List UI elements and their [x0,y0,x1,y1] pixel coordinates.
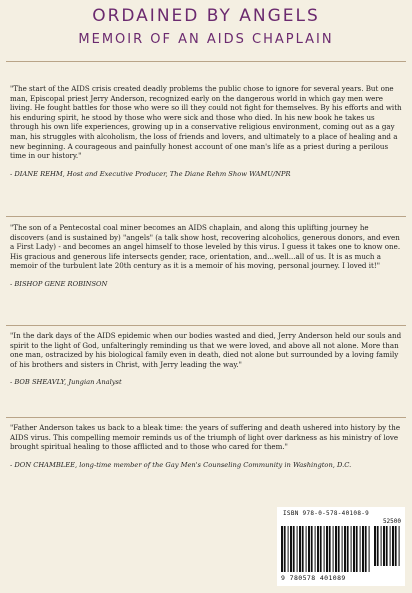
barcode-bar [365,526,367,572]
ean-bars [281,526,371,572]
barcode-bar [299,526,301,572]
barcode-bar [288,526,289,572]
barcode-bar [326,526,328,572]
endorsement-4 [10,423,404,469]
endorsement-quote: "Father Anderson takes us back to a bleak time: the years of suffering and death ushered into history by the AIDS virus. This compelling memoir reminds us of the triumph of light over darkness as his ministry of love brought spiritual healing to those afflicted and to those who cared for them." [10,423,401,452]
divider [6,325,406,326]
barcode-bar [344,526,346,572]
endorsement-attribution: - BISHOP GENE ROBINSON [10,279,108,288]
endorsement-attribution: - DIANE REHM, Host and Executive Producer, The Diane Rehm Show WAMU/NPR [10,169,291,178]
ean-digits: 9 780578 401089 [281,574,346,582]
barcode-bar [284,526,286,572]
barcode-bar [315,526,316,572]
barcode-bar [329,526,331,572]
price-code: 52500 [382,518,401,525]
book-subtitle: MEMOIR OF AN AIDS CHAPLAIN [78,32,334,47]
barcode-bar [381,526,382,566]
endorsement-attribution: - BOB SHEAVLY, Jungian Analyst [10,378,122,387]
barcode-bar [360,526,361,572]
barcode-bar [324,526,325,572]
barcode-bar [347,526,349,572]
barcode-bar [395,526,397,566]
barcode-bar [338,526,340,572]
barcode-bar [317,526,319,572]
barcode-bar [281,526,283,572]
barcode-bar [306,526,307,572]
barcode-bar [351,526,352,572]
barcode-bar [353,526,355,572]
barcode-bar [297,526,298,572]
endorsement-quote: "In the dark days of the AIDS epidemic when our bodies wasted and died, Jerry Anderson held our souls and spirit to the light of God, unfalteringly reminding us that we were loved, and above all not alone. More than one man, ostracized by his biological family even in death, died not alone but surrounded by a loving family of his brothers and sisters in Christ, with Jerry leading the way." [10,331,402,369]
divider [6,417,406,418]
barcode-bar [399,526,400,566]
barcode-bar [290,526,292,572]
barcode-bar [390,526,391,566]
book-title: ORDAINED BY ANGELS [92,6,320,26]
endorsement-quote: "The start of the AIDS crisis created deadly problems the public chose to ignore for several years. But one man, Episcopal priest Jerry Anderson, recognized early on the dangerous world in which gay men were living. He fought battles for those who were so ill they could not fight for themselves. By his efforts and with his enduring spirit, he stood by those who were sick and those who died. In his new book he takes us through his own life experiences, growing up in a conservative religious environment, coming out as a gay man, his struggles with alcoholism, the loss of friends and lovers, and ultimately to a place of healing and a new beginning. A courageous and painfully honest account of one man's life as a priest during a perilous time in our history." [10,84,402,161]
barcode-bar [362,526,364,572]
barcode-bar [377,526,379,566]
barcode-bar [311,526,313,572]
endorsement-2 [10,223,404,288]
barcode-bar [383,526,385,566]
isbn-barcode [277,507,405,586]
barcode-bar [356,526,358,572]
barcode-bar [293,526,295,572]
barcode-bar [320,526,322,572]
endorsement-quote: "The son of a Pentecostal coal miner becomes an AIDS chaplain, and along this uplifting journey he discovers (and is sustained by) "angels" (a talk show host, recovering alcoholics, generous donors, and even a First Lady) - and becomes an angel himself to those leveled by this virus. I guess it takes one to know one. His gracious and generous life intersects gender, race, orientation, and...well...all of us. It is as much a memoir of the turbulent late 20th century as it is a memoir of his moving, personal journey. I loved it!" [10,223,401,271]
barcode-bar [302,526,304,572]
endorsement-3 [10,331,404,386]
barcode-bar [308,526,310,572]
barcode-bar [374,526,376,566]
barcode-bar [335,526,337,572]
addon-bars [374,526,400,566]
isbn-label: ISBN 978-0-578-40108-9 [283,510,370,517]
endorsement-1 [10,84,404,178]
barcode-bar [386,526,388,566]
barcode-bar [369,526,370,572]
divider [6,216,406,217]
divider [6,61,406,62]
barcode-bar [392,526,394,566]
barcode-bar [333,526,334,572]
endorsement-attribution: - DON CHAMBLEE, long-time member of the Gay Men's Counseling Community in Washington, D.C. [10,460,352,469]
barcode-bar [342,526,343,572]
